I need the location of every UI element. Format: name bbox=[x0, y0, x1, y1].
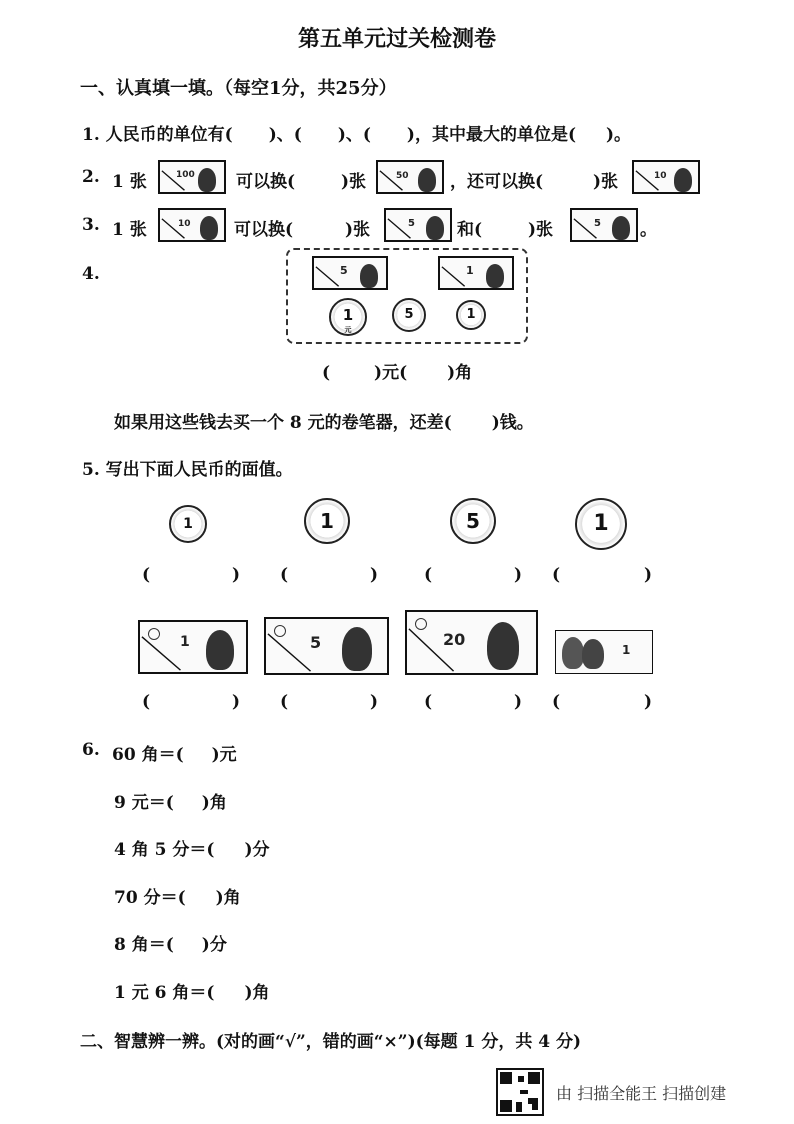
question-3-number: 3. bbox=[82, 215, 100, 235]
q5-coin-2-close: ) bbox=[370, 565, 379, 585]
q3-text-c: )张 bbox=[345, 220, 371, 240]
q3-text-f: 。 bbox=[640, 220, 657, 240]
banknote-1-jiao bbox=[138, 620, 248, 674]
q2-text-c: )张 bbox=[341, 172, 367, 192]
portrait-icon bbox=[198, 168, 216, 192]
banknote-value: 5 bbox=[310, 633, 322, 652]
q2-text-b: 可以换( bbox=[236, 172, 296, 192]
q2-text-e: )张 bbox=[593, 172, 619, 192]
question-2-number: 2. bbox=[82, 167, 100, 187]
emblem-icon bbox=[148, 628, 160, 640]
q1-text-e: )。 bbox=[606, 125, 632, 145]
portrait-icon bbox=[612, 216, 630, 240]
section-1-heading: 一、认真填一填。（每空1分，共25分） bbox=[80, 78, 397, 99]
banknote-value: 1 bbox=[466, 264, 474, 277]
coin-unit: 元 bbox=[344, 326, 352, 334]
portrait-icon bbox=[487, 622, 519, 670]
banknote-value: 20 bbox=[443, 630, 466, 649]
q6-item-4 bbox=[114, 883, 241, 908]
q5-note-1-close: ) bbox=[232, 692, 241, 712]
q5-note-3-close: ) bbox=[514, 692, 523, 712]
coin-1-yuan bbox=[329, 298, 367, 336]
emblem-icon bbox=[274, 625, 286, 637]
section-2-heading: 二、智慧辨一辨。(对的画“√”，错的画“×”)(每题 1 分，共 4 分) bbox=[80, 1032, 582, 1052]
coin-value: 1 bbox=[320, 509, 334, 533]
q5-note-4-open: ( bbox=[552, 692, 561, 712]
coin-value: 5 bbox=[466, 509, 480, 533]
qr-code-icon bbox=[496, 1068, 544, 1116]
q3-text-e: )张 bbox=[528, 220, 554, 240]
q6-item-6 bbox=[114, 978, 270, 1003]
q6-item-3 bbox=[114, 835, 270, 860]
q5-coin-4-open: ( bbox=[552, 565, 561, 585]
banknote-10-yuan bbox=[158, 208, 226, 242]
q6-item-text: 9 元＝( bbox=[114, 793, 174, 813]
portrait-icon bbox=[200, 216, 218, 240]
q6-item-unit: )角 bbox=[244, 983, 270, 1003]
question-1 bbox=[82, 120, 631, 145]
q5-coin-3-open: ( bbox=[424, 565, 433, 585]
banknote-5-yuan bbox=[312, 256, 388, 290]
q4-answer-c: )角 bbox=[447, 363, 473, 383]
coin-value: 1 bbox=[183, 516, 193, 532]
q1-number: 1. bbox=[82, 125, 100, 145]
banknote-5-yuan bbox=[570, 208, 638, 242]
coin-value: 5 bbox=[404, 307, 414, 322]
q1-text-a: 人民币的单位有( bbox=[105, 125, 233, 145]
portrait-icon bbox=[206, 630, 234, 670]
coin-1-jiao bbox=[169, 505, 207, 543]
portrait-icon bbox=[582, 639, 604, 669]
coin-5-jiao bbox=[392, 298, 426, 332]
q1-text-d: )，其中最大的单位是( bbox=[406, 125, 576, 145]
question-6-number: 6. bbox=[82, 740, 100, 760]
banknote-50-value: 50 bbox=[396, 171, 409, 181]
q6-item-1 bbox=[112, 740, 237, 765]
q5-coin-2-open: ( bbox=[280, 565, 289, 585]
q5-text: 写出下面人民币的面值。 bbox=[105, 460, 293, 480]
q5-number: 5. bbox=[82, 460, 100, 480]
portrait-icon bbox=[426, 216, 444, 240]
coin-value: 1 bbox=[342, 306, 354, 324]
coin-1-yuan bbox=[575, 498, 627, 550]
q6-item-2 bbox=[114, 788, 227, 813]
banknote-1-yuan bbox=[438, 256, 514, 290]
question-5 bbox=[82, 455, 293, 480]
portrait-icon bbox=[342, 627, 372, 671]
q4-answer bbox=[322, 358, 472, 383]
portrait-icon bbox=[562, 637, 584, 669]
q5-note-1-open: ( bbox=[142, 692, 151, 712]
scanner-watermark: 由 扫描全能王 扫描创建 bbox=[556, 1084, 727, 1103]
q2-text-d: ，还可以换( bbox=[450, 172, 544, 192]
q6-item-unit: )角 bbox=[215, 888, 241, 908]
banknote-value: 1 bbox=[180, 634, 190, 650]
q4-answer-a: ( bbox=[322, 363, 331, 383]
banknote-100-yuan bbox=[158, 160, 226, 194]
portrait-icon bbox=[360, 264, 378, 288]
banknote-10-value: 10 bbox=[654, 171, 667, 181]
q6-item-5 bbox=[114, 930, 227, 955]
coin-1-jiao bbox=[456, 300, 486, 330]
coin-1-yuan bbox=[304, 498, 350, 544]
q5-coin-1-close: ) bbox=[232, 565, 241, 585]
q6-item-text: 70 分＝( bbox=[114, 888, 186, 908]
q6-item-unit: )角 bbox=[201, 793, 227, 813]
banknote-5-yuan bbox=[264, 617, 389, 675]
banknote-10-yuan bbox=[632, 160, 700, 194]
banknote-20-yuan bbox=[405, 610, 538, 675]
banknote-5-yuan bbox=[384, 208, 452, 242]
q4-answer-b: )元( bbox=[374, 363, 408, 383]
q6-item-text: 60 角＝( bbox=[112, 745, 184, 765]
q4-sentence-b: )钱。 bbox=[491, 413, 534, 433]
coin-value: 1 bbox=[466, 307, 476, 322]
banknote-value: 1 bbox=[622, 643, 631, 657]
q4-sentence bbox=[114, 408, 534, 433]
banknote-1-jiao-old bbox=[555, 630, 653, 674]
q1-text-b: )、( bbox=[268, 125, 302, 145]
portrait-icon bbox=[418, 168, 436, 192]
page-title: 第五单元过关检测卷 bbox=[297, 26, 496, 52]
portrait-icon bbox=[486, 264, 504, 288]
q6-item-text: 4 角 5 分＝( bbox=[114, 840, 215, 860]
q5-coin-4-close: ) bbox=[644, 565, 653, 585]
q6-item-unit: )分 bbox=[201, 935, 227, 955]
banknote-5-value: 5 bbox=[594, 218, 601, 229]
q5-note-4-close: ) bbox=[644, 692, 653, 712]
q3-text-d: 和( bbox=[457, 220, 483, 240]
q6-item-text: 8 角＝( bbox=[114, 935, 174, 955]
q5-note-2-close: ) bbox=[370, 692, 379, 712]
banknote-5-value: 5 bbox=[408, 218, 415, 229]
q3-text-b: 可以换( bbox=[234, 220, 294, 240]
q4-sentence-a: 如果用这些钱去买一个 8 元的卷笔器，还差( bbox=[114, 413, 452, 433]
coin-5-jiao bbox=[450, 498, 496, 544]
q1-text-c: )、( bbox=[337, 125, 371, 145]
emblem-icon bbox=[415, 618, 427, 630]
portrait-icon bbox=[674, 168, 692, 192]
banknote-50-yuan bbox=[376, 160, 444, 194]
banknote-100-value: 100 bbox=[176, 170, 195, 180]
q6-item-unit: )元 bbox=[211, 745, 237, 765]
q3-text-a: 1 张 bbox=[112, 220, 147, 240]
q5-coin-1-open: ( bbox=[142, 565, 151, 585]
banknote-10-value: 10 bbox=[178, 219, 191, 229]
question-4-number: 4. bbox=[82, 264, 100, 284]
q5-note-3-open: ( bbox=[424, 692, 433, 712]
coin-value: 1 bbox=[593, 511, 609, 536]
banknote-value: 5 bbox=[340, 264, 348, 277]
q5-coin-3-close: ) bbox=[514, 565, 523, 585]
q2-text-a: 1 张 bbox=[112, 172, 147, 192]
q6-item-text: 1 元 6 角＝( bbox=[114, 983, 215, 1003]
q6-item-unit: )分 bbox=[244, 840, 270, 860]
q5-note-2-open: ( bbox=[280, 692, 289, 712]
